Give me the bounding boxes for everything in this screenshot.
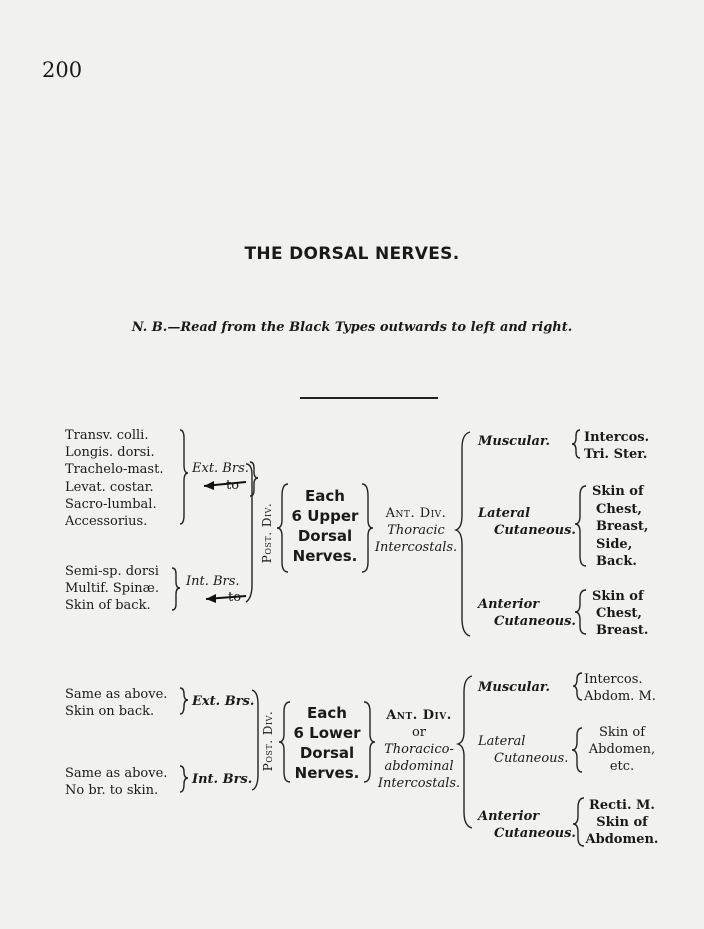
list-item: No br. to skin.: [65, 783, 159, 799]
brace-upper-b2: [575, 486, 586, 566]
arrow-upper-ext-head: [204, 481, 214, 490]
brace-upper-post: [246, 464, 252, 602]
brace-lower-int: [180, 766, 188, 792]
brace-upper-b1: [572, 430, 580, 458]
upper-branch-anterior: Anterior Cutaneous.: [478, 597, 576, 629]
lower-int-muscle-list: [65, 765, 167, 799]
upper-center-label: Each 6 Upper Dorsal Nerves.: [291, 487, 359, 565]
list-item: Trachelo-mast.: [65, 462, 164, 478]
lower-branch-muscular: Muscular.: [478, 680, 551, 695]
page-number: 200: [42, 58, 83, 82]
list-item: Skin on back.: [65, 704, 155, 720]
list-item: Transv. colli.: [65, 428, 149, 443]
upper-post-div-label: Post. Div.: [260, 502, 274, 564]
lower-branch-muscular-targets: Intercos. Abdom. M.: [584, 672, 656, 704]
lower-ext-muscle-list: [65, 686, 167, 720]
lower-int-label: Int. Brs.: [192, 772, 253, 787]
list-item: Accessorius.: [65, 514, 148, 530]
lower-post-div-label: Post. Div.: [261, 710, 275, 772]
lower-ant-div: Ant. Div. or Thoracico- abdominal Intercostals.: [377, 708, 461, 791]
upper-int-muscle-list: [65, 563, 159, 615]
brace-upper-ext: [180, 430, 188, 524]
lower-ext-label: Ext. Brs.: [192, 694, 255, 709]
divider-rule: [300, 397, 438, 399]
list-item: Levat. costar.: [65, 479, 154, 495]
list-item: Semi-sp. dorsi: [65, 564, 159, 579]
upper-branch-anterior-targets: Skin of Chest, Breast.: [592, 589, 649, 638]
list-item: Sacro-lumbal.: [65, 496, 157, 512]
lower-branch-anterior-targets: Recti. M. Skin of Abdomen.: [585, 798, 659, 847]
upper-branch-muscular-targets: Intercos. Tri. Ster.: [584, 430, 650, 462]
lower-branch-lateral: Lateral Cutaneous.: [478, 734, 569, 766]
brace-upper-b3: [575, 590, 586, 634]
brace-upper-center-left: [277, 484, 288, 572]
upper-ext-muscle-list: [65, 427, 163, 530]
list-item: Same as above.: [65, 766, 168, 781]
list-item: Multif. Spinæ.: [65, 581, 159, 597]
list-item: Longis. dorsi.: [65, 445, 155, 461]
list-item: Same as above.: [65, 687, 168, 702]
brace-lower-b2: [572, 728, 582, 772]
upper-ext-label: Ext. Brs.: [192, 461, 249, 476]
upper-int-label: Int. Brs.: [186, 574, 240, 589]
upper-branch-lateral-targets: Skin of Chest, Breast, Side, Back.: [592, 484, 649, 569]
lower-branch-anterior: Anterior Cutaneous.: [478, 809, 576, 841]
upper-ant-div: Ant. Div. Thoracic Intercostals.: [374, 506, 458, 555]
lower-branch-lateral-targets: Skin of Abdomen, etc.: [588, 725, 656, 774]
brace-lower-center-left: [279, 702, 290, 782]
upper-branch-lateral: Lateral Cutaneous.: [478, 506, 576, 538]
list-item: Skin of back.: [65, 598, 151, 614]
page-title: THE DORSAL NERVES.: [244, 244, 460, 264]
upper-branch-muscular: Muscular.: [478, 434, 551, 449]
brace-upper-int: [172, 568, 180, 610]
upper-ext-to: to: [226, 478, 240, 493]
arrow-upper-int-head: [206, 594, 216, 603]
upper-int-to: to: [228, 590, 242, 605]
reading-note: N. B.—Read from the Black Types outwards to left and right.: [131, 320, 573, 335]
brace-lower-ext: [180, 688, 188, 714]
brace-lower-b1: [573, 673, 582, 700]
lower-center-label: Each 6 Lower Dorsal Nerves.: [293, 704, 361, 782]
